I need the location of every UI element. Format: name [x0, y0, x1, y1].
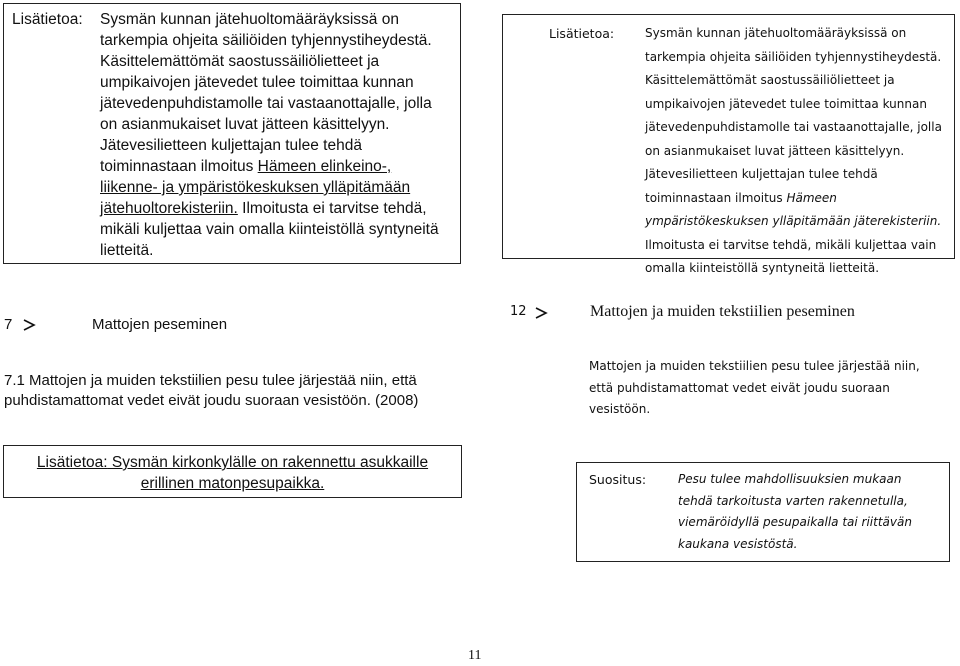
right-info-italic: Hämeen ympäristökeskuksen ylläpitämään jäterekisteriin.: [645, 190, 942, 228]
right-info-text: [645, 22, 945, 281]
arrowhead-icon: [534, 307, 548, 319]
left-info-register-link[interactable]: Hämeen elinkeino-, liikenne- ja ympäristökeskuksen ylläpitämään jätehuoltorekisteriin.: [100, 158, 411, 217]
left-info-text-2: Ilmoitusta ei tarvitse tehdä, mikäli kuljettaa vain omalla kiinteistöllä syntyneitä lietteitä.: [100, 200, 439, 259]
right-info-text-2: Ilmoitusta ei tarvitse tehdä, mikäli kuljettaa vain omalla kiinteistöllä syntyneitä lietteitä.: [645, 237, 937, 275]
right-rec-label: Suositus:: [589, 472, 647, 487]
left-section-title: Mattojen peseminen: [92, 316, 228, 333]
left-info-box: [3, 3, 461, 264]
right-section-title: Mattojen ja muiden tekstiilien peseminen: [590, 303, 855, 320]
right-section-paragraph: Mattojen ja muiden tekstiilien pesu tulee järjestää niin, että puhdistamattomat vedet eivät joudu suoraan vesistöön.: [589, 359, 920, 416]
right-recommendation-box: [576, 462, 950, 562]
left-info-text: [100, 9, 450, 261]
left-section-paragraph: 7.1 Mattojen ja muiden tekstiilien pesu tulee järjestää niin, että puhdistamattomat vedet eivät joudu suoraan vesistöön. (2008): [4, 372, 419, 409]
left-section-number: 7: [4, 316, 13, 333]
right-info-text-1: Sysmän kunnan jätehuoltomääräyksissä on tarkempia ohjeita säiliöiden tyhjennystiheydestä. Käsittelemättömät saostussäiliölietteet ja umpikaivojen jätevedet tulee toimittaa kunnan jätevedenpuhdistamolle tai vastaanottajalle, jolla on asianmukaiset luvat jätteen käsittelyyn. Jätevesilietteen kuljettajan tulee tehdä toiminnastaan ilmoitus: [645, 26, 942, 205]
left-info-text-1: Sysmän kunnan jätehuoltomääräyksissä on tarkempia ohjeita säiliöiden tyhjennystiheydestä. Käsittelemättömät saostussäiliölietteet ja umpikaivojen jätevedet tulee toimittaa kunnan jätevedenpuhdistamolle tai vastaanottajalle, jolla on asianmukaiset luvat jätteen käsittelyyn. Jätevesilietteen kuljettajan tulee tehdä toiminnastaan ilmoitus: [100, 11, 432, 175]
right-info-label: Lisätietoa:: [549, 26, 615, 41]
right-info-box: [502, 14, 955, 275]
left-note-box: [3, 445, 462, 498]
left-note-body: Sysmän kirkonkylälle on rakennettu asukkaille erillinen matonpesupaikka.: [107, 454, 429, 492]
left-note-label: Lisätietoa:: [36, 454, 108, 471]
page-number: 11: [468, 648, 482, 663]
left-info-label: Lisätietoa:: [12, 11, 83, 28]
left-note-text: [10, 452, 455, 494]
right-rec-text: Pesu tulee mahdollisuuksien mukaan tehdä tarkoitusta varten rakennetulla, viemäröidyllä pesupaikalla tai riittävän kaukana vesistöstä.: [678, 472, 912, 552]
arrowhead-icon: [22, 319, 36, 331]
right-section-number: 12: [510, 304, 527, 319]
